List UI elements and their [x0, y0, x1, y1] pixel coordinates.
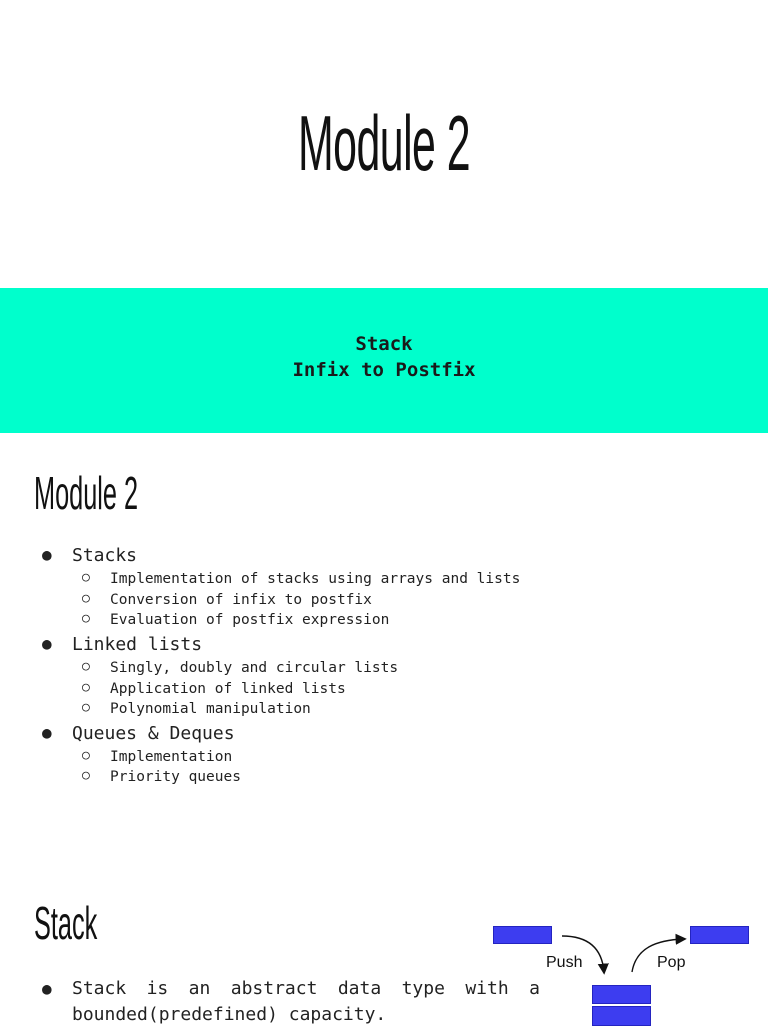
outline-item-linked-lists	[42, 634, 203, 655]
pop-label: Pop	[657, 954, 686, 971]
circle-bullet-icon: ○	[82, 768, 90, 783]
outline-subitem	[82, 680, 346, 697]
outline-item-label: Queues & Deques	[72, 723, 235, 744]
bullet-icon: ●	[42, 723, 52, 742]
word: abstract	[230, 978, 318, 999]
outline-subitem-label: Polynomial manipulation	[110, 701, 311, 717]
definition-line-1	[72, 976, 540, 1002]
word: data	[337, 978, 382, 999]
circle-bullet-icon: ○	[82, 700, 90, 715]
outline-subitem	[82, 591, 372, 608]
outline-subitem-label: Priority queues	[110, 769, 241, 785]
slide-title: Module 2	[297, 99, 471, 187]
banner-line-infix: Infix to Postfix	[292, 359, 476, 381]
circle-bullet-icon: ○	[82, 680, 90, 695]
push-label: Push	[546, 954, 583, 971]
arrow-icons	[480, 920, 768, 1024]
outline-subitem-label: Evaluation of postfix expression	[110, 612, 390, 628]
word: an	[188, 978, 211, 999]
outline-subitem-label: Implementation of stacks using arrays and lists	[110, 571, 521, 587]
outline-item-stacks	[42, 545, 138, 566]
circle-bullet-icon: ○	[82, 570, 90, 585]
outline-item-label: Linked lists	[72, 634, 203, 655]
word: Stack	[72, 978, 127, 999]
module-heading: Module 2	[34, 467, 139, 519]
banner-line-stack: Stack	[355, 333, 413, 355]
outline-subitem-label: Singly, doubly and circular lists	[110, 660, 399, 676]
word: is	[146, 978, 169, 999]
outline-subitem-label: Implementation	[110, 749, 233, 765]
outline-subitem-label: Conversion of infix to postfix	[110, 592, 372, 608]
outline-subitem	[82, 611, 390, 628]
stack-definition	[42, 976, 540, 1028]
stack-heading: Stack	[34, 897, 98, 949]
circle-bullet-icon: ○	[82, 591, 90, 606]
outline-subitem	[82, 570, 521, 587]
definition-line-2: bounded(predefined) capacity.	[72, 1004, 387, 1025]
circle-bullet-icon: ○	[82, 611, 90, 626]
outline-subitem-label: Application of linked lists	[110, 681, 346, 697]
title-banner	[0, 288, 768, 433]
circle-bullet-icon: ○	[82, 748, 90, 763]
bullet-icon: ●	[42, 979, 52, 998]
circle-bullet-icon: ○	[82, 659, 90, 674]
outline-subitem	[82, 700, 311, 717]
outline-subitem	[82, 768, 241, 785]
outline-item-label: Stacks	[72, 545, 138, 566]
bullet-icon: ●	[42, 634, 52, 653]
word: with	[465, 978, 509, 999]
outline-item-queues	[42, 723, 235, 744]
word: a	[529, 978, 540, 999]
outline-subitem	[82, 659, 399, 676]
bullet-icon: ●	[42, 545, 52, 564]
word: type	[401, 978, 445, 999]
outline-subitem	[82, 748, 233, 765]
push-pop-diagram	[480, 920, 768, 1024]
